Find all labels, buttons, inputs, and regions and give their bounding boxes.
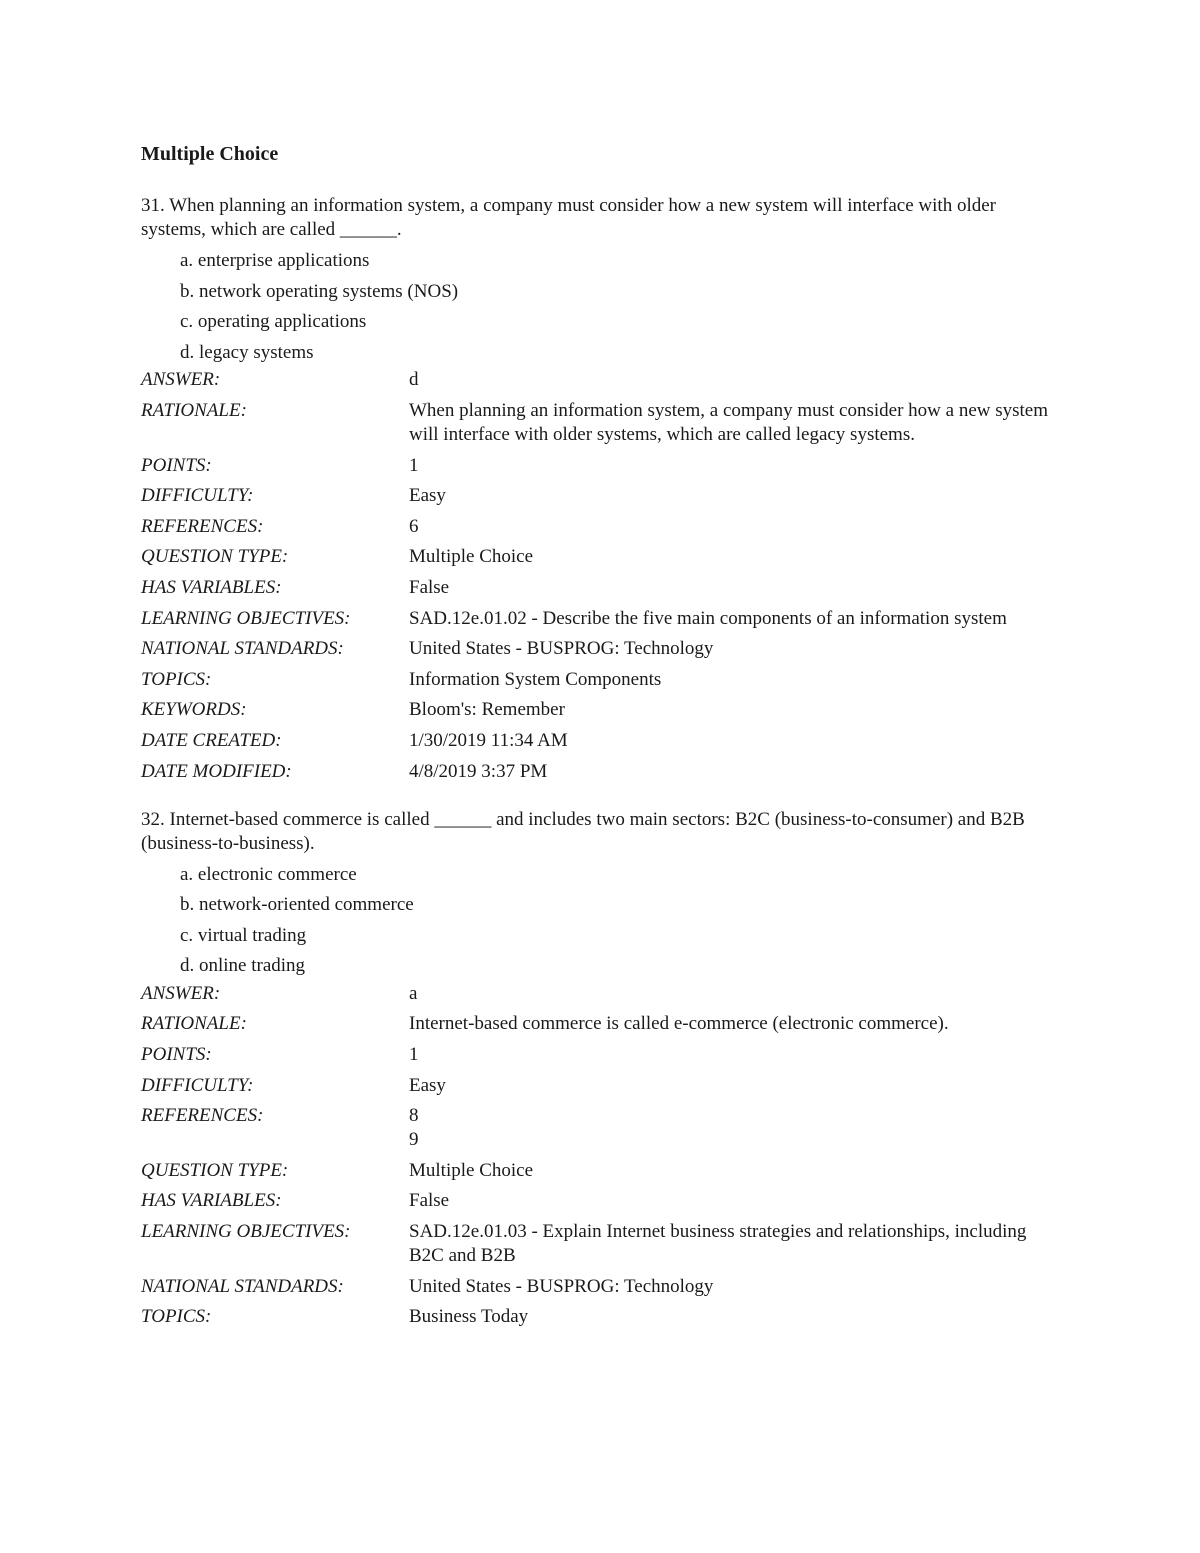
meta-row-learning-objectives — [141, 607, 1061, 631]
meta-value: Internet-based commerce is called e-commerce (electronic commerce). — [409, 1013, 949, 1035]
meta-label: HAS VARIABLES: — [141, 1190, 282, 1212]
meta-label: QUESTION TYPE: — [141, 546, 289, 568]
section-title: Multiple Choice — [141, 143, 279, 165]
meta-row-national-standards — [141, 637, 1061, 661]
meta-value: 4/8/2019 3:37 PM — [409, 760, 548, 782]
meta-row-keywords — [141, 698, 1061, 722]
meta-label: RATIONALE: — [141, 399, 247, 421]
option-a: a. enterprise applications — [180, 250, 370, 271]
meta-row-rationale — [141, 399, 1061, 447]
meta-row-topics — [141, 1305, 1061, 1329]
meta-label: QUESTION TYPE: — [141, 1159, 289, 1181]
meta-row-has-variables — [141, 576, 1061, 600]
meta-value: 1 — [409, 454, 419, 476]
meta-row-question-type — [141, 545, 1061, 569]
meta-row-difficulty — [141, 1074, 1061, 1098]
option-b: b. network-oriented commerce — [180, 894, 414, 916]
question-stem: 32. Internet-based commerce is called ______ and includes two main sectors: B2C (business-to-consumer) and B2B (business-to-business). — [141, 808, 1025, 854]
meta-value: 6 — [409, 515, 419, 537]
option-b: b. network operating systems (NOS) — [180, 280, 459, 302]
meta-row-national-standards — [141, 1275, 1061, 1299]
meta-value: Bloom's: Remember — [409, 699, 565, 721]
question-31 — [141, 194, 1061, 784]
meta-row-topics — [141, 668, 1061, 692]
meta-value: SAD.12e.01.02 - Describe the five main components of an information system — [409, 607, 1007, 629]
question-metadata — [141, 368, 1061, 783]
meta-label: LEARNING OBJECTIVES: — [141, 607, 351, 629]
meta-value: United States - BUSPROG: Technology — [409, 638, 714, 660]
meta-value: False — [409, 1190, 450, 1212]
reference-value: 9 — [409, 1129, 419, 1151]
answer-options — [141, 860, 1061, 982]
meta-value: United States - BUSPROG: Technology — [409, 1275, 714, 1297]
meta-value: Business Today — [409, 1306, 529, 1328]
meta-label: DIFFICULTY: — [141, 1074, 254, 1096]
meta-label: NATIONAL STANDARDS: — [141, 638, 344, 660]
meta-value: d — [409, 369, 419, 391]
meta-label: DATE CREATED: — [141, 729, 282, 751]
meta-value: a — [409, 982, 418, 1004]
meta-label: REFERENCES: — [141, 1105, 264, 1127]
meta-value: Easy — [409, 1074, 446, 1096]
meta-row-answer — [141, 368, 1061, 392]
question-stem: 31. When planning an information system, a company must consider how a new system will interface with older systems, which are called ______. — [141, 195, 996, 240]
meta-value: False — [409, 576, 450, 598]
meta-row-points — [141, 454, 1061, 478]
meta-row-date-modified — [141, 760, 1061, 784]
meta-label: HAS VARIABLES: — [141, 576, 282, 598]
meta-row-points — [141, 1043, 1061, 1067]
meta-label: LEARNING OBJECTIVES: — [141, 1221, 351, 1243]
meta-value: When planning an information system, a company must consider how a new system will interface with older systems, which are called legacy systems. — [409, 399, 1049, 445]
meta-value: Information System Components — [409, 668, 662, 690]
meta-row-learning-objectives — [141, 1220, 1061, 1268]
answer-options — [141, 246, 1061, 368]
meta-value: 1 — [409, 1044, 419, 1066]
document-page — [141, 140, 1061, 1353]
meta-label: DATE MODIFIED: — [141, 760, 292, 782]
meta-row-question-type — [141, 1159, 1061, 1183]
meta-row-rationale — [141, 1012, 1061, 1036]
meta-label: ANSWER: — [141, 982, 221, 1004]
meta-row-answer — [141, 982, 1061, 1006]
meta-label: ANSWER: — [141, 369, 221, 391]
meta-label: POINTS: — [141, 1044, 212, 1066]
meta-label: RATIONALE: — [141, 1013, 247, 1035]
meta-label: REFERENCES: — [141, 515, 264, 537]
meta-value: SAD.12e.01.03 - Explain Internet business strategies and relationships, including B2C and B2B — [409, 1221, 1027, 1267]
meta-value: Easy — [409, 485, 446, 507]
meta-row-has-variables — [141, 1189, 1061, 1213]
meta-value: 1/30/2019 11:34 AM — [409, 729, 568, 751]
meta-value: Multiple Choice — [409, 546, 534, 568]
meta-label: DIFFICULTY: — [141, 485, 254, 507]
option-c: c. virtual trading — [180, 924, 307, 946]
meta-row-references — [141, 515, 1061, 539]
option-d: d. legacy systems — [180, 341, 314, 363]
meta-label: KEYWORDS: — [141, 699, 247, 721]
option-d: d. online trading — [180, 955, 306, 977]
question-metadata — [141, 982, 1061, 1329]
option-c: c. operating applications — [180, 311, 367, 333]
question-32 — [141, 808, 1061, 1330]
meta-row-difficulty — [141, 484, 1061, 508]
meta-value: Multiple Choice — [409, 1159, 534, 1181]
meta-row-date-created — [141, 729, 1061, 753]
meta-row-references — [141, 1104, 1061, 1152]
meta-value — [409, 1104, 1061, 1152]
option-a: a. electronic commerce — [180, 863, 357, 885]
meta-label: NATIONAL STANDARDS: — [141, 1275, 344, 1297]
reference-value: 8 — [409, 1105, 419, 1127]
meta-label: TOPICS: — [141, 668, 212, 690]
meta-label: TOPICS: — [141, 1306, 212, 1328]
meta-label: POINTS: — [141, 454, 212, 476]
